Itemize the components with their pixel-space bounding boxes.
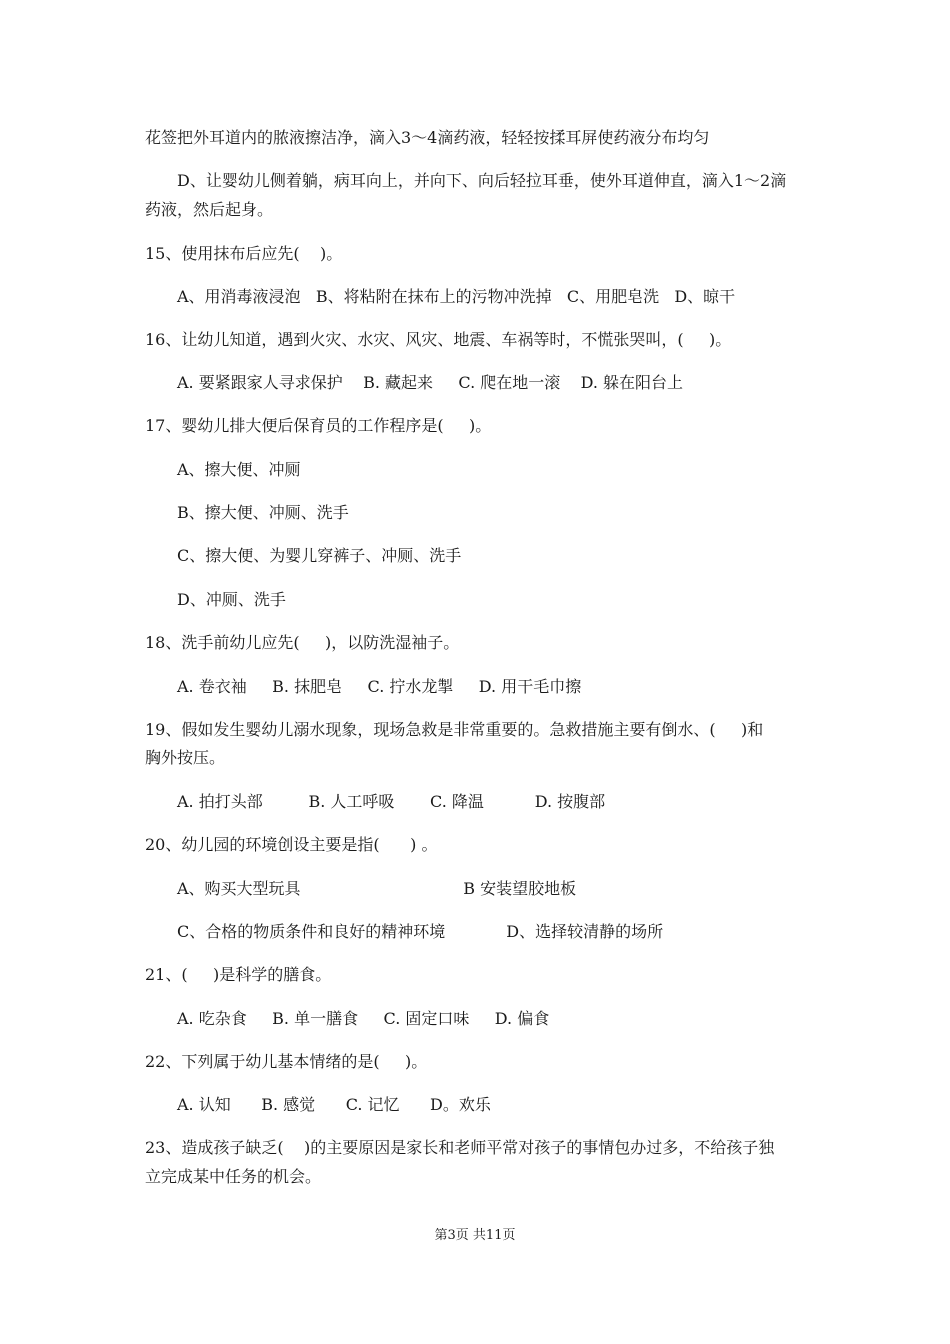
question-22: 22、下列属于幼儿基本情绪的是( )。 [145, 1052, 428, 1071]
question-19: 19、假如发生婴幼儿溺水现象，现场急救是非常重要的。急救措施主要有倒水、( )和 [145, 720, 764, 739]
option-17d: D、冲厕、洗手 [177, 590, 286, 609]
options-16: A. 要紧跟家人寻求保护 B. 藏起来 C. 爬在地一滚 D. 躲在阳台上 [177, 373, 684, 392]
question-18: 18、洗手前幼儿应先( )，以防洗湿袖子。 [145, 633, 460, 652]
question-19-cont: 胸外按压。 [145, 748, 226, 767]
option-17c: C、擦大便、为婴儿穿裤子、冲厕、洗手 [177, 546, 462, 565]
options-19: A. 拍打头部 B. 人工呼吸 C. 降温 D. 按腹部 [177, 792, 606, 811]
question-20: 20、幼儿园的环境创设主要是指( ) 。 [145, 835, 438, 854]
options-20-row1: A、购买大型玩具 B 安装望胶地板 [177, 879, 577, 898]
options-21: A. 吃杂食 B. 单一膳食 C. 固定口味 D. 偏食 [177, 1009, 550, 1028]
question-23-cont: 立完成某中任务的机会。 [145, 1167, 322, 1186]
option-17b: B、擦大便、冲厕、洗手 [177, 503, 349, 522]
question-16: 16、让幼儿知道，遇到火灾、水灾、风灾、地震、车祸等时，不慌张哭叫，( )。 [145, 330, 732, 349]
question-15: 15、使用抹布后应先( )。 [145, 244, 343, 263]
text-line: 花签把外耳道内的脓液擦洁净，滴入3～4滴药液，轻轻按揉耳屏使药液分布均匀 [145, 128, 710, 147]
question-17: 17、婴幼儿排大便后保育员的工作程序是( )。 [145, 416, 492, 435]
question-21: 21、( )是科学的膳食。 [145, 965, 332, 984]
options-20-row2: C、合格的物质条件和良好的精神环境 D、选择较清静的场所 [177, 922, 664, 941]
text-line: 药液，然后起身。 [145, 200, 274, 219]
text-line: D、让婴幼儿侧着躺，病耳向上，并向下、向后轻拉耳垂，使外耳道伸直，滴入1～2滴 [177, 171, 787, 190]
options-18: A. 卷衣袖 B. 抹肥皂 C. 拧水龙掣 D. 用干毛巾擦 [177, 677, 582, 696]
option-17a: A、擦大便、冲厕 [177, 460, 301, 479]
options-22: A. 认知 B. 感觉 C. 记忆 D。欢乐 [177, 1095, 491, 1114]
options-15: A、用消毒液浸泡 B、将粘附在抹布上的污物冲洗掉 C、用肥皂洗 D、晾干 [177, 287, 736, 306]
page-footer: 第3页 共11页 [434, 1228, 516, 1243]
question-23: 23、造成孩子缺乏( )的主要原因是家长和老师平常对孩子的事情包办过多，不给孩子独 [145, 1138, 775, 1157]
